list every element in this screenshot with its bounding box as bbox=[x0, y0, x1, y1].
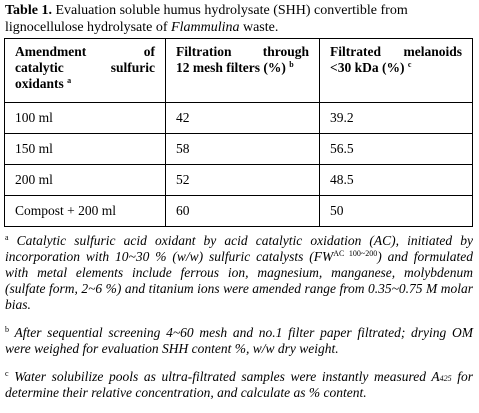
header-amendment-word5: oxidants bbox=[15, 76, 64, 91]
header-filtration bbox=[166, 39, 320, 103]
caption-label: Table 1. bbox=[5, 3, 52, 18]
cell-filtration: 52 bbox=[166, 165, 320, 196]
cell-melanoids: 39.2 bbox=[320, 103, 473, 134]
cell-amendment: Compost + 200 ml bbox=[5, 196, 166, 227]
footnote-marker-c: c bbox=[407, 60, 412, 69]
header-melanoids bbox=[320, 39, 473, 103]
data-table bbox=[4, 38, 473, 227]
footnote-a-text-end: ) and formulated with metal elements include ferrous ion, magnesium, manganese, molybdenum (sulfate form, 2~6 %) and titanium ions were amended range from 0.35~0.75 M molar bias. bbox=[5, 249, 474, 312]
footnote-b-text: After sequential screening 4~60 mesh and no.1 filter paper filtrated; drying OM were weighed for evaluation SHH content %, w/w dry weight. bbox=[5, 325, 473, 356]
header-melanoids-line2: <30 kDa (%) bbox=[330, 60, 405, 75]
header-melanoids-word2: melanoids bbox=[403, 44, 462, 59]
header-filtration-line2: 12 mesh filters (%) bbox=[176, 60, 286, 75]
header-filtration-word1: Filtration bbox=[176, 44, 232, 59]
footnote-marker-b: b bbox=[289, 60, 294, 69]
cell-amendment: 100 ml bbox=[5, 103, 166, 134]
footnote-a-superscript: AC 100~200 bbox=[333, 249, 378, 258]
table-caption bbox=[5, 2, 475, 36]
cell-melanoids: 56.5 bbox=[320, 134, 473, 165]
cell-filtration: 42 bbox=[166, 103, 320, 134]
footnote-a-marker: a bbox=[5, 233, 9, 242]
footnote-marker-a: a bbox=[67, 76, 72, 85]
footnote-a bbox=[5, 233, 473, 313]
caption-text: Evaluation soluble humus hydrolysate (SHH) convertible from lignocellulose hydrolysate of bbox=[5, 3, 408, 35]
cell-melanoids: 50 bbox=[320, 196, 473, 227]
header-amendment bbox=[5, 39, 166, 103]
footnote-c bbox=[5, 369, 473, 401]
cell-filtration: 60 bbox=[166, 196, 320, 227]
caption-text-end: waste. bbox=[239, 20, 279, 35]
table-row bbox=[5, 134, 473, 165]
footnote-b-marker: b bbox=[5, 325, 9, 334]
table-footnotes bbox=[5, 233, 473, 413]
cell-amendment: 150 ml bbox=[5, 134, 166, 165]
footnote-c-subscript: 425 bbox=[439, 374, 452, 383]
footnote-c-text: Water solubilize pools as ultra-filtrated samples were instantly measured A bbox=[8, 369, 440, 384]
header-amendment-word4: sulfuric bbox=[110, 60, 155, 75]
cell-amendment: 200 ml bbox=[5, 165, 166, 196]
table-header-row bbox=[5, 39, 473, 103]
table-row bbox=[5, 196, 473, 227]
footnote-c-marker: c bbox=[5, 369, 9, 378]
footnote-b bbox=[5, 325, 473, 357]
header-amendment-word2: of bbox=[143, 44, 155, 59]
footnote-a-text: Catalytic sulfuric acid oxidant by acid catalytic oxidation (AC), initiated by incorporation with 10~30 % (w/w) sulfuric catalysts (FW bbox=[5, 233, 473, 264]
cell-melanoids: 48.5 bbox=[320, 165, 473, 196]
header-melanoids-word1: Filtrated bbox=[330, 44, 381, 59]
footnote-c-text-end: for determine their relative concentration, and calculate as % content. bbox=[5, 369, 473, 400]
header-amendment-word3: catalytic bbox=[15, 60, 64, 75]
table-row bbox=[5, 103, 473, 134]
cell-filtration: 58 bbox=[166, 134, 320, 165]
table-row bbox=[5, 165, 473, 196]
header-amendment-word1: Amendment bbox=[15, 44, 87, 59]
header-filtration-word2: through bbox=[262, 44, 309, 59]
caption-italic: Flammulina bbox=[171, 20, 240, 35]
